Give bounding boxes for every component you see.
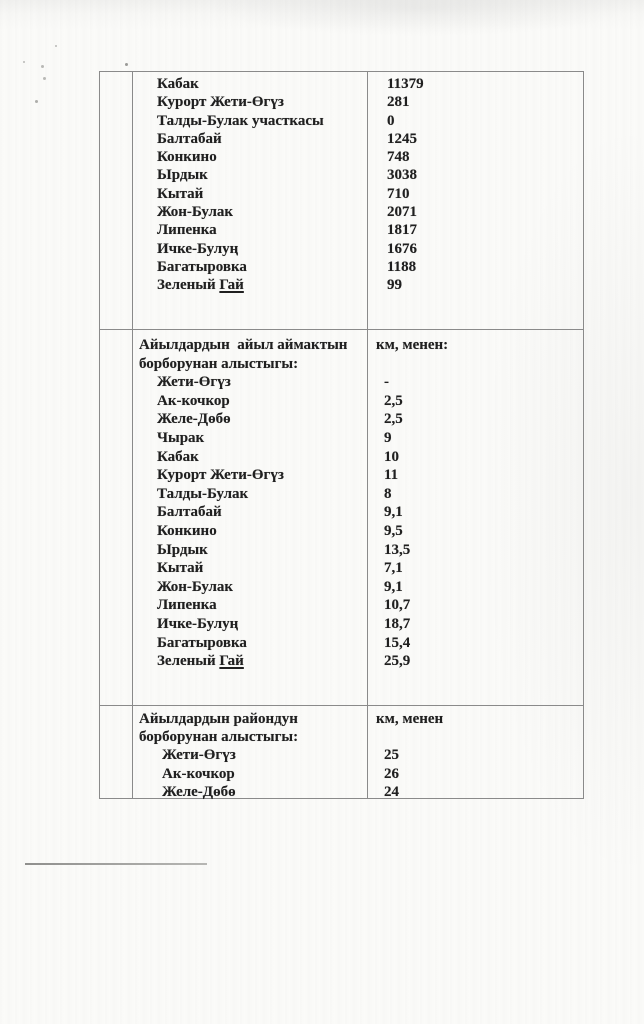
section-title-line2: борборунан алыстыгы: (139, 729, 299, 746)
distance-value: 18,7 (384, 615, 411, 632)
population-value: 1188 (387, 258, 417, 275)
unit-label: км, менен (376, 711, 444, 727)
underlined-name-part: Гай (219, 653, 244, 670)
population-value: 0 (387, 112, 395, 129)
village-name: Балтабай (157, 130, 222, 147)
village-name: Кабак (157, 76, 199, 92)
population-section (100, 72, 583, 329)
village-name: Ак-кочкор (162, 765, 235, 782)
village-name: Зеленый Гай (157, 277, 244, 294)
distance-value: 25,9 (384, 653, 411, 670)
distance-value: 9,1 (384, 504, 403, 521)
village-name: Кытай (157, 185, 204, 202)
population-value: 11379 (387, 76, 424, 92)
population-value: 1817 (387, 222, 417, 239)
village-name: Курорт Жети-Өгүз (157, 94, 284, 111)
distance-value: 11 (384, 467, 399, 484)
village-name: Жон-Булак (157, 204, 234, 221)
population-value: 748 (387, 149, 410, 166)
village-name: Липенка (157, 597, 217, 614)
village-name-column (133, 72, 368, 329)
scan-speck (43, 77, 46, 80)
village-name: Жон-Булак (157, 578, 234, 595)
rayon-distance-section (100, 705, 583, 798)
distance-value-column (368, 330, 583, 705)
scan-speck (35, 100, 38, 103)
underlined-name-part: Гай (219, 277, 244, 294)
distance-value: 15,4 (384, 634, 411, 651)
distance-value: 13,5 (384, 541, 411, 558)
distance-value: 10 (384, 448, 399, 465)
distance-value: 24 (384, 783, 399, 800)
village-name: Багатыровка (157, 258, 247, 275)
row-number-column (100, 72, 133, 329)
village-name: Багатыровка (157, 634, 247, 651)
distance-value: - (384, 374, 389, 391)
village-name: Ырдык (157, 167, 208, 184)
village-name: Жети-Өгүз (162, 747, 236, 764)
village-name: Ырдык (157, 541, 208, 558)
village-name: Ичке-Булуң (157, 240, 239, 257)
village-name-column (133, 706, 368, 798)
aiyl-aimak-distance-section (100, 329, 583, 705)
scan-speck (55, 45, 57, 47)
population-value: 99 (387, 277, 402, 294)
scan-speck (23, 61, 25, 63)
distance-value: 10,7 (384, 597, 411, 614)
population-value: 281 (387, 94, 410, 111)
village-name: Балтабай (157, 504, 222, 521)
distance-value: 25 (384, 747, 399, 764)
village-name: Кытай (157, 560, 204, 577)
unit-label: км, менен: (376, 337, 449, 353)
village-name: Ичке-Булуң (157, 615, 239, 632)
villages-distance-table (99, 71, 584, 799)
distance-value: 9 (384, 429, 392, 446)
population-value: 2071 (387, 204, 417, 221)
village-name: Зеленый Гай (157, 653, 244, 670)
distance-value: 9,5 (384, 522, 403, 539)
bottom-rule-line (25, 863, 207, 865)
village-name: Липенка (157, 222, 217, 239)
village-name: Желе-Дөбө (157, 411, 231, 428)
row-number-column (100, 706, 133, 798)
village-name: Желе-Дөбө (162, 783, 236, 800)
village-name: Талды-Булак (157, 485, 249, 502)
village-name: Кабак (157, 448, 199, 465)
population-value: 3038 (387, 167, 417, 184)
village-name: Ак-кочкор (157, 392, 230, 409)
distance-value: 7,1 (384, 560, 403, 577)
village-name: Курорт Жети-Өгүз (157, 467, 284, 484)
population-value: 710 (387, 185, 410, 202)
village-name: Талды-Булак участкасы (157, 112, 324, 129)
section-title-line2: борборунан алыстыгы: (139, 355, 299, 372)
spacer-line (368, 355, 583, 374)
village-name: Жети-Өгүз (157, 374, 231, 391)
distance-value-column (368, 706, 583, 798)
village-name-column (133, 330, 368, 705)
section-title-line1: Айылдардын райондун (139, 711, 298, 727)
distance-value: 26 (384, 765, 399, 782)
distance-value: 2,5 (384, 411, 403, 428)
population-value: 1676 (387, 240, 417, 257)
population-value: 1245 (387, 130, 417, 147)
distance-value: 9,1 (384, 578, 403, 595)
scan-speck (41, 65, 44, 68)
village-name: Конкино (157, 522, 217, 539)
row-number-column (100, 330, 133, 705)
distance-value: 2,5 (384, 392, 403, 409)
distance-value: 8 (384, 485, 392, 502)
spacer-line (368, 728, 583, 746)
scan-speck (125, 63, 128, 66)
section-title-line1: Айылдардын айыл аймактын (139, 337, 348, 353)
population-value-column (368, 72, 583, 329)
village-name: Конкино (157, 149, 217, 166)
village-name: Чырак (157, 429, 205, 446)
